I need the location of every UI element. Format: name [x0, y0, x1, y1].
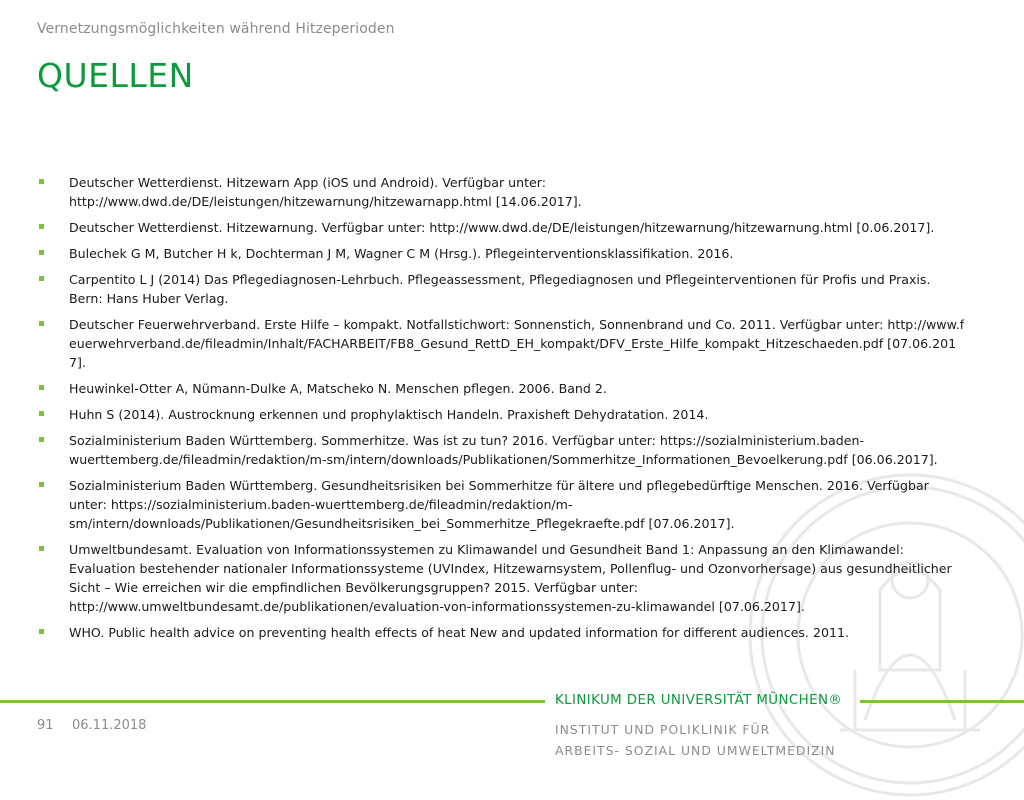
list-item: [38, 270, 968, 308]
reference-text: Deutscher Wetterdienst. Hitzewarn App (iOS und Android). Verfügbar unter: http://www.dwd.de/DE/leistungen/hitzewarnung/hitzewarnapp.html [14.06.2017].: [69, 175, 582, 209]
list-item: [38, 218, 968, 237]
bullet-icon: [39, 179, 44, 184]
list-item: [38, 315, 968, 372]
bullet-icon: [39, 482, 44, 487]
institute-line-2: ARBEITS- SOZIAL UND UMWELTMEDIZIN: [555, 743, 836, 758]
bullet-icon: [39, 437, 44, 442]
reference-list: [38, 173, 968, 649]
reference-text: Carpentito L J (2014) Das Pflegediagnosen-Lehrbuch. Pflegeassessment, Pflegediagnosen und Pflegeinterventionen für Profis und Praxis. Bern: Hans Huber Verlag.: [69, 272, 931, 306]
bullet-icon: [39, 224, 44, 229]
footer-divider-right: [860, 700, 1024, 703]
reference-text: Umweltbundesamt. Evaluation von Informationssystemen zu Klimawandel und Gesundheit Band 1: Anpassung an den Klimawandel: Evaluation bestehender nationaler Informationssysteme (UVIndex, Hitzewarnsystem, Pollenflug- und Ozonvorhersage) aus gesundheitlicher Sicht – Wie erreichen wir die empfindlichen Bevölkerungsgruppen? 2015. Verfügbar unter: http://www.umweltbundesamt.de/publikationen/evaluation-von-informationssystemen-zu-klimawandel [07.06.2017].: [69, 542, 952, 614]
list-item: [38, 623, 968, 642]
slide-date: 06.11.2018: [72, 718, 147, 733]
page-number: 91: [37, 718, 54, 733]
reference-text: Sozialministerium Baden Württemberg. Gesundheitsrisiken bei Sommerhitze für ältere und pflegebedürftige Menschen. 2016. Verfügbar unter: https://sozialministerium.baden-wuerttemberg.de/fileadmin/redaktion/m-sm/intern/downloads/Publikationen/Gesundheitsrisiken_bei_Sommerhitze_Pflegekraefte.pdf [07.06.2017].: [69, 478, 929, 531]
footer-divider-left: [0, 700, 545, 703]
list-item: [38, 405, 968, 424]
reference-text: Deutscher Feuerwehrverband. Erste Hilfe – kompakt. Notfallstichwort: Sonnenstich, Sonnenbrand und Co. 2011. Verfügbar unter: http://www.feuerwehrverband.de/fileadmin/Inhalt/FACHARBEIT/FB8_Gesund_RettD_EH_kompakt/DFV_Erste_Hilfe_kompakt_Hitzeschaeden.pdf [07.06.2017].: [69, 317, 965, 370]
presentation-subtitle: Vernetzungsmöglichkeiten während Hitzeperioden: [37, 21, 395, 37]
reference-text: WHO. Public health advice on preventing health effects of heat New and updated information for different audiences. 2011.: [69, 625, 849, 640]
clinic-name: KLINIKUM DER UNIVERSITÄT MÜNCHEN®: [555, 693, 843, 708]
bullet-icon: [39, 250, 44, 255]
institute-name: [555, 719, 836, 761]
list-item: [38, 244, 968, 263]
bullet-icon: [39, 276, 44, 281]
list-item: [38, 173, 968, 211]
list-item: [38, 476, 968, 533]
bullet-icon: [39, 629, 44, 634]
reference-text: Bulechek G M, Butcher H k, Dochterman J M, Wagner C M (Hrsg.). Pflegeinterventionsklassifikation. 2016.: [69, 246, 734, 261]
bullet-icon: [39, 321, 44, 326]
reference-text: Sozialministerium Baden Württemberg. Sommerhitze. Was ist zu tun? 2016. Verfügbar unter: https://sozialministerium.baden-wuerttemberg.de/fileadmin/redaktion/m-sm/intern/downloads/Publikationen/Sommerhitze_Informationen_Bevoelkerung.pdf [06.06.2017].: [69, 433, 938, 467]
bullet-icon: [39, 411, 44, 416]
reference-text: Heuwinkel-Otter A, Nümann-Dulke A, Matscheko N. Menschen pflegen. 2006. Band 2.: [69, 381, 607, 396]
bullet-icon: [39, 385, 44, 390]
list-item: [38, 431, 968, 469]
page-title: QUELLEN: [37, 56, 194, 95]
reference-text: Huhn S (2014). Austrocknung erkennen und prophylaktisch Handeln. Praxisheft Dehydratation. 2014.: [69, 407, 709, 422]
list-item: [38, 540, 968, 616]
list-item: [38, 379, 968, 398]
institute-line-1: INSTITUT UND POLIKLINIK FÜR: [555, 722, 771, 737]
bullet-icon: [39, 546, 44, 551]
reference-text: Deutscher Wetterdienst. Hitzewarnung. Verfügbar unter: http://www.dwd.de/DE/leistungen/hitzewarnung/hitzewarnung.html [0.06.2017].: [69, 220, 935, 235]
